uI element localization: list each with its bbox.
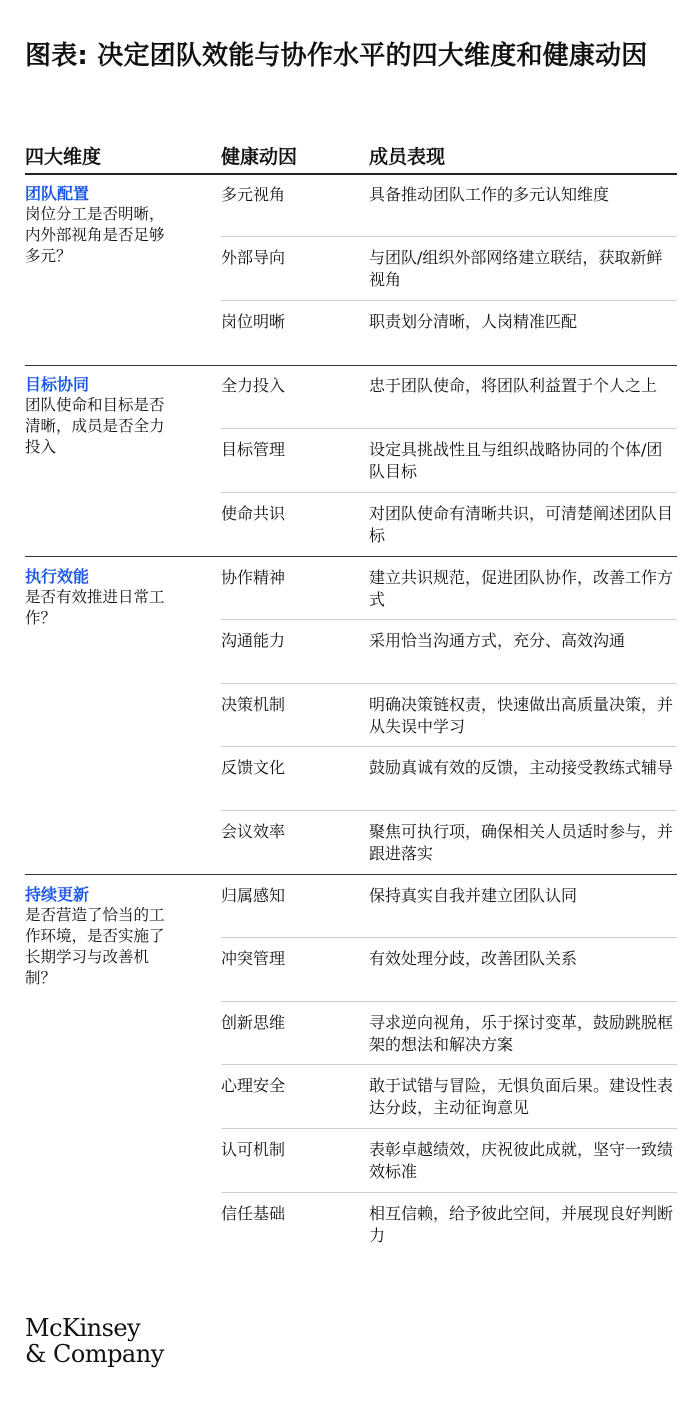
driver-label: 沟通能力: [221, 631, 286, 650]
behavior-text: 与团队/组织外部网络建立联结，获取新鲜视角: [369, 248, 663, 289]
driver-label: 反馈文化: [221, 758, 286, 777]
row-divider: [221, 619, 677, 620]
behavior-text: 具备推动团队工作的多元认知维度: [369, 185, 610, 204]
row-divider: [221, 1001, 677, 1002]
driver-label: 心理安全: [221, 1076, 286, 1095]
header-driver: 健康动因: [221, 146, 298, 168]
driver-label: 创新思维: [221, 1013, 286, 1032]
header-behavior: 成员表现: [369, 146, 446, 168]
driver-label: 归属感知: [221, 886, 286, 905]
behavior-text: 明确决策链权责，快速做出高质量决策，并从失误中学习: [369, 695, 674, 736]
driver-label: 目标管理: [221, 440, 286, 459]
section-goal-alignment: [25, 366, 677, 556]
driver-label: 信任基础: [221, 1204, 286, 1223]
driver-label: 外部导向: [221, 248, 286, 267]
dimension-question: 岗位分工是否明晰，内外部视角是否足够多元？: [25, 205, 165, 265]
dimension-question: 是否有效推进日常工作？: [25, 588, 165, 627]
dimension-cell: [25, 884, 175, 989]
behavior-text: 职责划分清晰，人岗精准匹配: [369, 312, 578, 331]
driver-label: 决策机制: [221, 695, 286, 714]
behavior-text: 建立共识规范，促进团队协作，改善工作方式: [369, 568, 674, 609]
driver-label: 使命共识: [221, 504, 286, 523]
behavior-text: 对团队使命有清晰共识，可清楚阐述团队目标: [369, 504, 674, 545]
dimension-cell: [25, 566, 175, 629]
dimension-cell: [25, 183, 175, 267]
row-divider: [221, 810, 677, 811]
behavior-text: 寻求逆向视角，乐于探讨变革，鼓励跳脱框架的想法和解决方案: [369, 1013, 674, 1054]
driver-label: 认可机制: [221, 1140, 286, 1159]
section-divider: [25, 556, 677, 557]
dimension-title: 执行效能: [25, 567, 90, 586]
header-dimension: 四大维度: [25, 146, 102, 168]
row-divider: [221, 1064, 677, 1065]
section-continuous-renewal: [25, 876, 677, 1266]
dimension-title: 持续更新: [25, 885, 90, 904]
row-divider: [221, 1192, 677, 1193]
row-divider: [221, 236, 677, 237]
row-divider: [221, 300, 677, 301]
row-divider: [221, 746, 677, 747]
driver-label: 岗位明晰: [221, 312, 286, 331]
section-team-configuration: [25, 175, 677, 365]
behavior-text: 聚焦可执行项，确保相关人员适时参与，并跟进落实: [369, 822, 674, 863]
behavior-text: 设定具挑战性且与组织战略协同的个体/团队目标: [369, 440, 663, 481]
driver-label: 协作精神: [221, 568, 286, 587]
section-divider: [25, 874, 677, 875]
behavior-text: 表彰卓越绩效，庆祝彼此成就，坚守一致绩效标准: [369, 1140, 674, 1181]
section-execution-efficiency: [25, 558, 677, 874]
row-divider: [221, 428, 677, 429]
driver-label: 全力投入: [221, 376, 286, 395]
logo-line-1: McKinsey: [25, 1314, 141, 1342]
behavior-text: 敢于试错与冒险，无惧负面后果。建设性表达分歧，主动征询意见: [369, 1076, 674, 1117]
mckinsey-logo: [25, 1315, 164, 1367]
row-divider: [221, 492, 677, 493]
behavior-text: 保持真实自我并建立团队认同: [369, 886, 578, 905]
behavior-text: 忠于团队使命，将团队利益置于个人之上: [369, 376, 658, 395]
driver-label: 冲突管理: [221, 949, 286, 968]
row-divider: [221, 1128, 677, 1129]
behavior-text: 相互信赖，给予彼此空间，并展现良好判断力: [369, 1204, 674, 1245]
behavior-text: 有效处理分歧，改善团队关系: [369, 949, 578, 968]
behavior-text: 采用恰当沟通方式，充分、高效沟通: [369, 631, 626, 650]
row-divider: [221, 937, 677, 938]
driver-label: 多元视角: [221, 185, 286, 204]
driver-label: 会议效率: [221, 822, 286, 841]
dimension-title: 团队配置: [25, 184, 90, 203]
dimension-cell: [25, 374, 175, 458]
behavior-text: 鼓励真诚有效的反馈，主动接受教练式辅导: [369, 758, 674, 777]
dimension-title: 目标协同: [25, 375, 90, 394]
dimension-question: 是否营造了恰当的工作环境，是否实施了长期学习与改善机制？: [25, 906, 165, 987]
row-divider: [221, 683, 677, 684]
logo-line-2: & Company: [25, 1340, 164, 1368]
exhibit-title: 图表: 决定团队效能与协作水平的四大维度和健康动因: [25, 41, 648, 71]
dimension-question: 团队使命和目标是否清晰，成员是否全力投入: [25, 396, 165, 456]
